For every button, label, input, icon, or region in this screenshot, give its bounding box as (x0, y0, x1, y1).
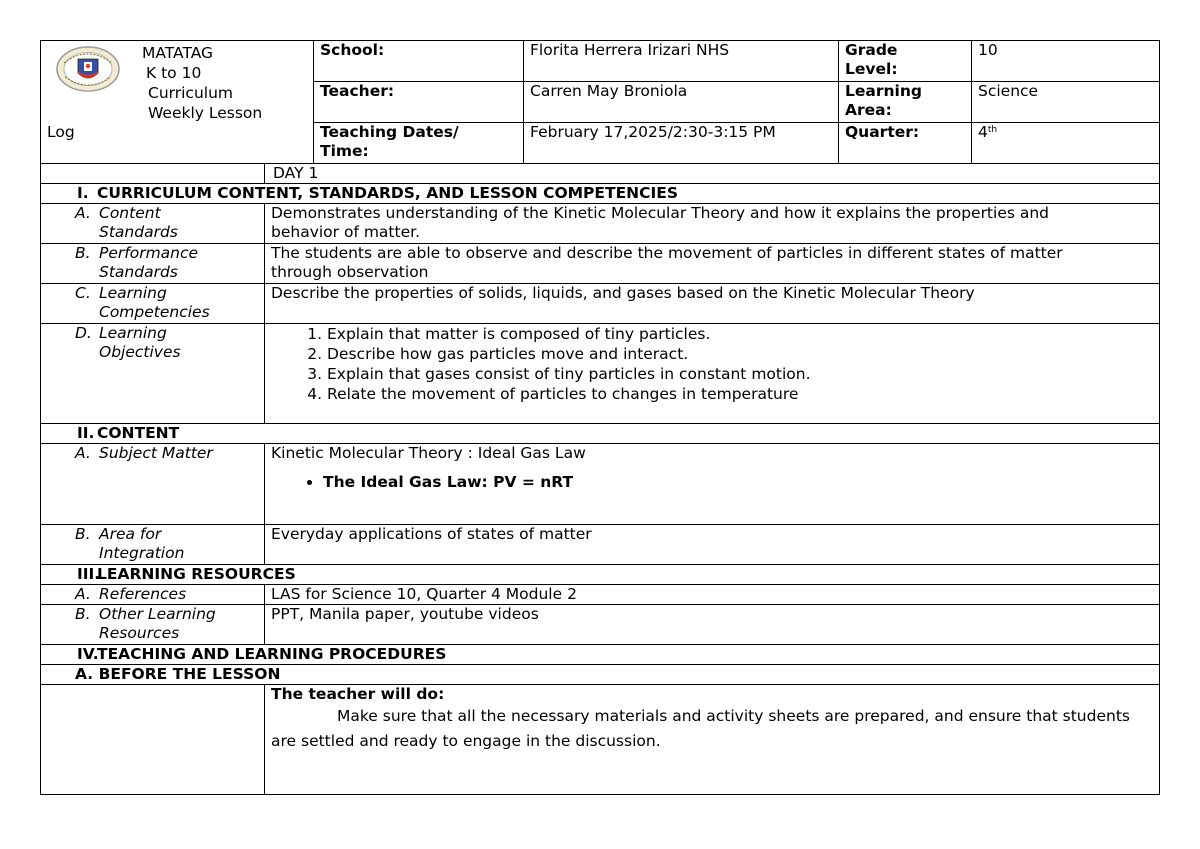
area-integration-text: Everyday applications of states of matter (265, 525, 1160, 565)
objective-item: 1. Explain that matter is composed of tiny particles. (327, 324, 1153, 344)
teaching-dates-value: February 17,2025/2:30-3:15 PM (524, 123, 839, 164)
section-4-heading (41, 645, 1160, 665)
day-label: DAY 1 (265, 164, 1160, 184)
area-integration-label (41, 525, 265, 565)
quarter-number: 4 (978, 123, 988, 141)
grade-label-line1: Grade (845, 41, 898, 59)
area-integration-line2: Integration (99, 544, 185, 562)
header-title-cell (41, 41, 314, 164)
teaching-dates-label (314, 123, 524, 164)
objective-item: 4. Relate the movement of particles to changes in temperature (327, 384, 1153, 404)
learning-objectives-line1: Learning (99, 324, 167, 342)
grade-label-line2: Level: (845, 60, 898, 78)
quarter-value (972, 123, 1160, 164)
references-line1: References (99, 585, 187, 603)
references-letter: A. (75, 585, 91, 603)
other-resources-line1: Other Learning (99, 605, 216, 623)
content-standards-label (41, 204, 265, 244)
title-line-3: Curriculum (148, 84, 234, 102)
content-standards-text-2: behavior of matter. (271, 223, 420, 241)
other-resources-text: PPT, Manila paper, youtube videos (265, 605, 1160, 645)
before-lesson-text: Make sure that all the necessary materials and activity sheets are prepared, and ensure that students are settled and ready to engage in the discussion. (271, 707, 1130, 750)
dates-label-line1: Teaching Dates/ (320, 123, 459, 141)
section-1-title: CURRICULUM CONTENT, STANDARDS, AND LESSON COMPETENCIES (97, 184, 679, 202)
teacher-will-do-heading: The teacher will do: (271, 685, 445, 703)
performance-standards-line1: Performance (99, 244, 199, 262)
grade-level-value: 10 (972, 41, 1160, 82)
section-3-heading (41, 565, 1160, 585)
other-resources-letter: B. (75, 605, 91, 623)
teacher-value: Carren May Broniola (524, 82, 839, 123)
deped-seal-icon (55, 45, 121, 93)
content-standards-letter: A. (75, 204, 91, 222)
dates-label-line2: Time: (320, 142, 369, 160)
section-2-title: CONTENT (97, 424, 180, 442)
school-label: School: (314, 41, 524, 82)
title-line-4: Weekly Lesson (148, 104, 263, 122)
section-2-number: II. (77, 424, 95, 442)
section-3-title: LEARNING RESOURCES (97, 565, 296, 583)
learning-area-label (839, 82, 972, 123)
school-value: Florita Herrera Irizari NHS (524, 41, 839, 82)
teacher-label: Teacher: (314, 82, 524, 123)
other-resources-label (41, 605, 265, 645)
subject-matter-label (41, 444, 265, 525)
learning-competencies-text: Describe the properties of solids, liquids, and gases based on the Kinetic Molecular Theory (265, 284, 1160, 324)
before-lesson-cell (265, 685, 1160, 795)
learning-objectives-cell (265, 324, 1160, 424)
learning-area-value: Science (972, 82, 1160, 123)
references-label (41, 585, 265, 605)
learning-objectives-label (41, 324, 265, 424)
title-line-5: Log (47, 123, 75, 141)
references-text: LAS for Science 10, Quarter 4 Module 2 (265, 585, 1160, 605)
lesson-log-table (40, 40, 1160, 795)
performance-standards-text (265, 244, 1160, 284)
learning-competencies-letter: C. (75, 284, 91, 302)
section-1-heading (41, 184, 1160, 204)
performance-standards-text-2: through observation (271, 263, 429, 281)
performance-standards-line2: Standards (99, 263, 178, 281)
learning-objectives-list (271, 324, 1153, 404)
content-standards-text (265, 204, 1160, 244)
subject-matter-line1: Subject Matter (99, 444, 213, 462)
objective-item: 3. Explain that gases consist of tiny particles in constant motion. (327, 364, 1153, 384)
area-integration-line1: Area for (99, 525, 162, 543)
section-1-number: I. (77, 184, 89, 202)
lesson-log-page (40, 40, 1159, 795)
content-standards-text-1: Demonstrates understanding of the Kinetic Molecular Theory and how it explains the properties and (271, 204, 1050, 222)
area-label-line2: Area: (845, 101, 892, 119)
curriculum-title (142, 43, 314, 123)
section-4-title: TEACHING AND LEARNING PROCEDURES (97, 645, 447, 663)
other-resources-line2: Resources (99, 624, 180, 642)
quarter-suffix: th (987, 125, 998, 135)
day-row-blank (41, 164, 265, 184)
performance-standards-label (41, 244, 265, 284)
area-integration-letter: B. (75, 525, 91, 543)
title-line-1: MATATAG (142, 44, 214, 62)
content-standards-line2: Standards (99, 223, 178, 241)
learning-competencies-line1: Learning (99, 284, 167, 302)
before-lesson-blank (41, 685, 265, 795)
subject-matter-letter: A. (75, 444, 91, 462)
grade-level-label (839, 41, 972, 82)
learning-competencies-line2: Competencies (99, 303, 210, 321)
subject-matter-text: Kinetic Molecular Theory : Ideal Gas Law (271, 444, 586, 462)
section-3-number: III. (77, 565, 101, 583)
before-lesson-heading: A. BEFORE THE LESSON (41, 665, 1160, 685)
subject-matter-cell (265, 444, 1160, 525)
objective-item: 2. Describe how gas particles move and interact. (327, 344, 1153, 364)
performance-standards-text-1: The students are able to observe and describe the movement of particles in different states of matter (271, 244, 1063, 262)
performance-standards-letter: B. (75, 244, 91, 262)
section-4-number: IV. (77, 645, 99, 663)
learning-competencies-label (41, 284, 265, 324)
learning-objectives-letter: D. (75, 324, 92, 342)
title-line-2: K to 10 (146, 64, 202, 82)
area-label-line1: Learning (845, 82, 922, 100)
subject-matter-bullet: • The Ideal Gas Law: PV = nRT (323, 473, 1153, 492)
learning-objectives-line2: Objectives (99, 343, 181, 361)
section-2-heading (41, 424, 1160, 444)
content-standards-line1: Content (99, 204, 161, 222)
quarter-label: Quarter: (839, 123, 972, 164)
